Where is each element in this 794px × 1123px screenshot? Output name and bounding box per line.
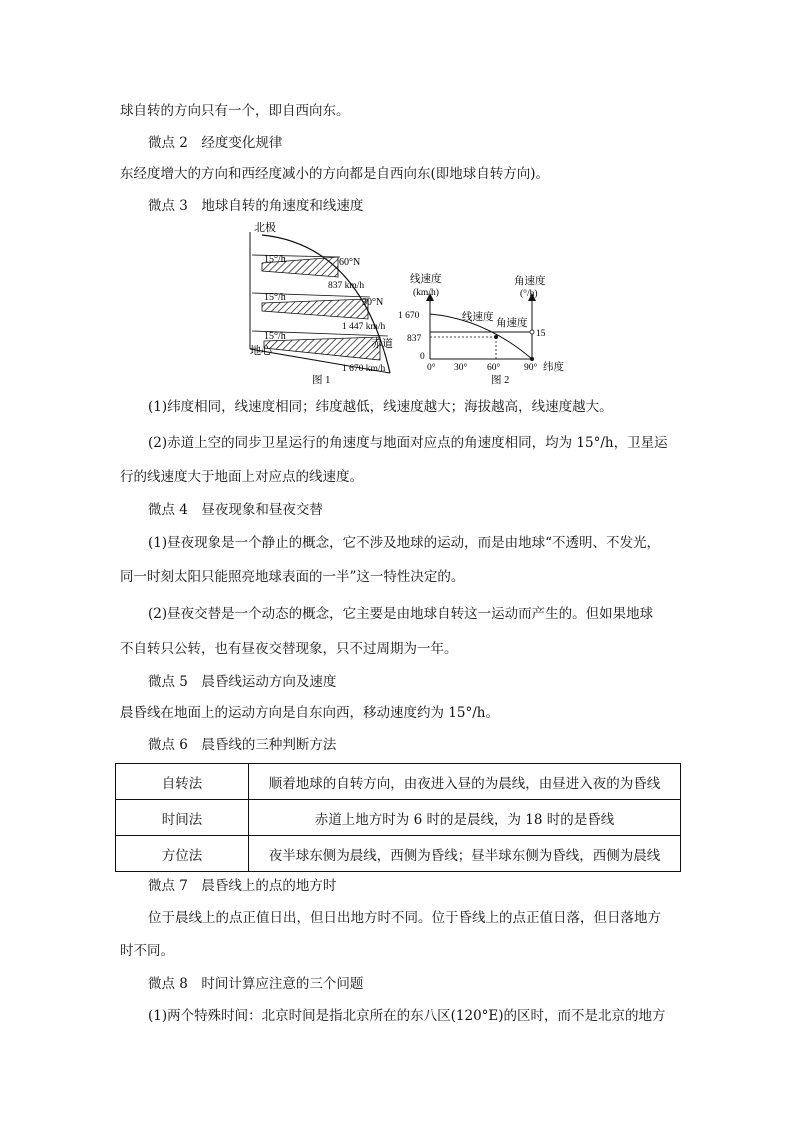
section-heading: 微点 5 晨昏线运动方向及速度 [148, 674, 337, 690]
angular-rate-label: 15°/h [264, 254, 286, 265]
speed-label: 1 447 km/h [342, 322, 386, 332]
section-heading: 微点 3 地球自转的角速度和线速度 [148, 198, 364, 214]
north-pole-label: 北极 [254, 222, 276, 234]
latitude-label: 60°N [339, 257, 361, 268]
method-cell: 时间法 [116, 800, 249, 836]
section-heading: 微点 6 晨昏线的三种判断方法 [148, 737, 337, 753]
paragraph-text: 晨昏线在地面上的运动方向是自东向西，移动速度约为 15°/h。 [120, 705, 499, 721]
figure-caption: 图 1 [312, 375, 331, 386]
y-tick-label: 1 670 [398, 311, 420, 321]
equator-label: 赤道 [371, 338, 393, 350]
speed-label: 1 670 km/h [342, 364, 386, 374]
data-point-90 [530, 357, 534, 361]
linear-speed-curve-label: 线速度 [462, 312, 494, 323]
angular-rate-label: 15°/h [264, 292, 286, 303]
angular-rate-label: 15°/h [264, 331, 286, 342]
paragraph-text: 时不同。 [120, 943, 174, 959]
y-axis-label: 线速度 [410, 274, 442, 285]
right-tick-label: 15 [536, 329, 546, 339]
figure-2 [398, 272, 564, 386]
earth-rotation-figure [240, 215, 580, 390]
paragraph-text: 东经度增大的方向和西经度减小的方向都是自西向东(即地球自转方向)。 [120, 166, 550, 182]
x-tick-label: 0° [427, 363, 436, 373]
right-axis-label: 角速度 [514, 276, 546, 287]
section-heading: 微点 7 晨昏线上的点的地方时 [148, 878, 337, 894]
paragraph-text: (1)两个特殊时间：北京时间是指北京所在的东八区(120°E)的区时，而不是北京的地方 [148, 1008, 666, 1024]
paragraph-text: 位于晨线上的点正值日出，但日出地方时不同。位于昏线上的点正值日落，但日落地方 [148, 910, 661, 926]
description-cell: 顺着地球的自转方向，由夜进入昼的为晨线，由昼进入夜的为昏线 [249, 764, 681, 800]
data-point-60 [494, 335, 498, 339]
figure-caption: 图 2 [491, 375, 510, 386]
y-tick-label: 0 [420, 352, 425, 362]
y-tick-label: 837 [407, 334, 422, 344]
paragraph-text: (2)赤道上空的同步卫星运行的角速度与地面对应点的角速度相同，均为 15°/h，卫星运 [148, 435, 668, 451]
terminator-methods-table [115, 763, 681, 872]
section-heading: 微点 4 昼夜现象和昼夜交替 [148, 502, 323, 518]
speed-label: 837 km/h [328, 281, 365, 291]
right-axis-unit: (°/h) [520, 289, 538, 299]
method-cell: 方位法 [116, 836, 249, 872]
x-tick-label: 30° [454, 363, 468, 373]
earth-center-label: 地心 [250, 345, 272, 357]
paragraph-text: 行的线速度大于地面上对应点的线速度。 [120, 469, 363, 485]
section-heading: 微点 8 时间计算应注意的三个问题 [148, 976, 364, 992]
paragraph-text: (1)纬度相同，线速度相同；纬度越低，线速度越大；海拔越高，线速度越大。 [148, 399, 613, 415]
latitude-label: 30°N [362, 297, 384, 308]
angular-speed-line-label: 角速度 [496, 318, 528, 329]
table-row [116, 836, 681, 872]
paragraph-text: (2)昼夜交替是一个动态的概念，它主要是由地球自转这一运动而产生的。但如果地球 [148, 606, 654, 622]
figure-1 [250, 220, 393, 386]
description-cell: 赤道上地方时为 6 时的是晨线，为 18 时的是昏线 [249, 800, 681, 836]
paragraph-text: 球自转的方向只有一个，即自西向东。 [120, 103, 350, 119]
paragraph-text: (1)昼夜现象是一个静止的概念，它不涉及地球的运动，而是由地球“不透明、不发光， [148, 535, 661, 551]
method-cell: 自转法 [116, 764, 249, 800]
section-heading: 微点 2 经度变化规律 [148, 135, 283, 151]
table-row [116, 800, 681, 836]
table-row [116, 764, 681, 800]
x-axis-label: 纬度 [543, 362, 564, 373]
y-axis-unit: (km/h) [413, 288, 439, 298]
description-cell: 夜半球东侧为晨线，西侧为昏线；昼半球东侧为昏线，西侧为晨线 [249, 836, 681, 872]
paragraph-text: 不自转只公转，也有昼夜交替现象，只不过周期为一年。 [120, 641, 458, 657]
x-tick-label: 90° [524, 363, 538, 373]
data-point-angular [530, 330, 534, 334]
x-tick-label: 60° [487, 363, 501, 373]
paragraph-text: 同一时刻太阳只能照亮地球表面的一半”这一特性决定的。 [120, 569, 465, 585]
